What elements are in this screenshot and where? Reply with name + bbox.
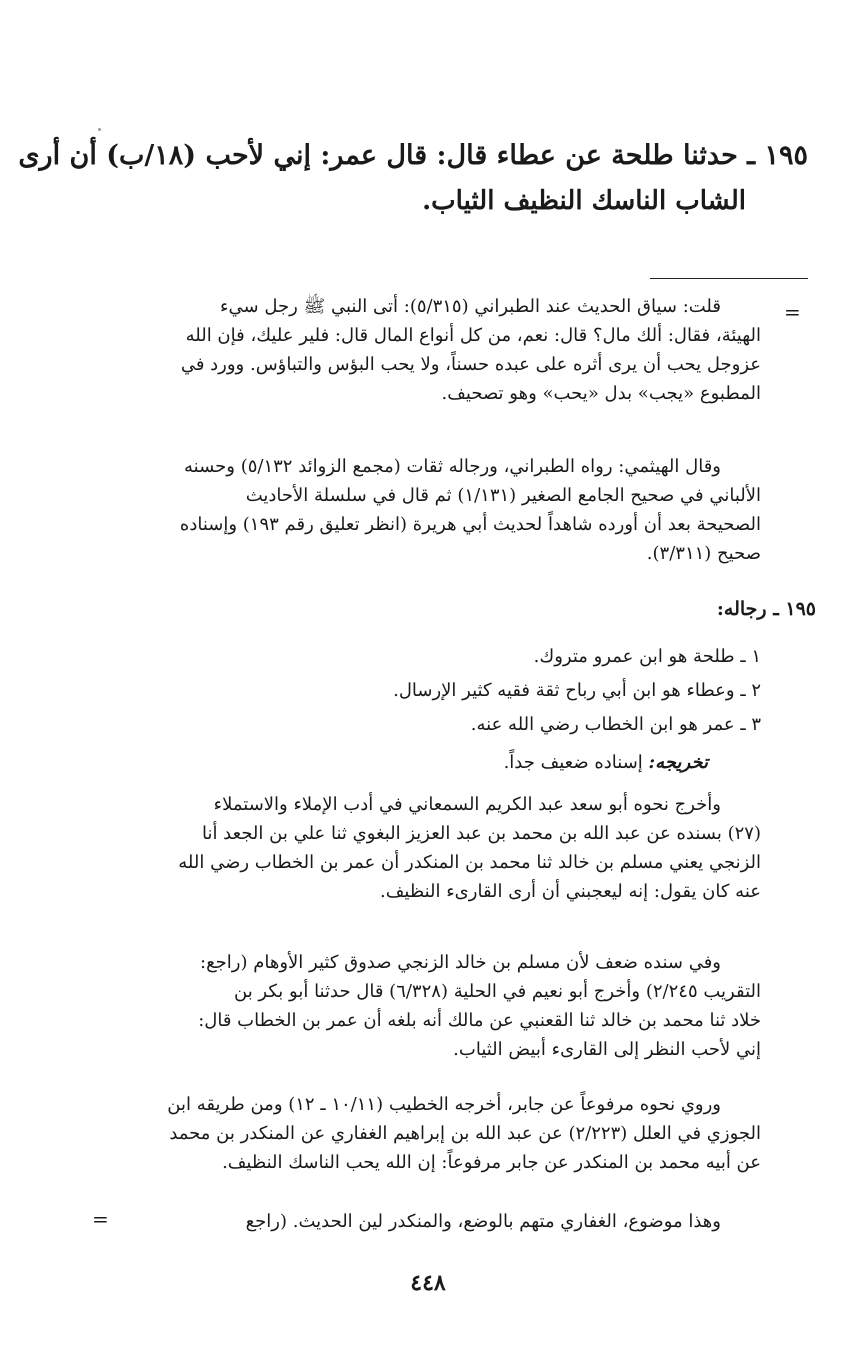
text-line: الجوزي في العلل (٢/٢٢٣) عن عبد الله بن إبراهيم الغفاري عن المنكدر بن محمد bbox=[169, 1123, 761, 1144]
hadith-text-line-1: ١٩٥ ـ حدثنا طلحة عن عطاء قال: قال عمر: إني لأحب (١٨/ب) أن أرى bbox=[18, 140, 808, 171]
footnote-paragraph-1 bbox=[81, 292, 761, 408]
text-line: التقريب ٢/٢٤٥) وأخرج أبو نعيم في الحلية (٦/٣٢٨) قال حدثنا أبو بكر بن bbox=[234, 981, 761, 1002]
text-line: عنه كان يقول: إنه ليعجبني أن أرى القارىء النظيف. bbox=[380, 881, 761, 902]
text-line: قلت: سياق الحديث عند الطبراني (٥/٣١٥): أتى النبي ﷺ رجل سيء bbox=[220, 296, 721, 317]
text-line: خلاد ثنا محمد بن خالد ثنا القعنبي عن مالك أنه بلغه أن عمر بن الخطاب قال: bbox=[198, 1010, 761, 1031]
list-item: ٢ ـ وعطاء هو ابن أبي رباح ثقة فقيه كثير الإرسال. bbox=[393, 680, 761, 701]
text-line: إني لأحب النظر إلى القارىء أبيض الثياب. bbox=[453, 1039, 761, 1060]
text-line: وأخرج نحوه أبو سعد عبد الكريم السمعاني في أدب الإملاء والاستملاء bbox=[213, 794, 721, 815]
end-continuation-mark: = bbox=[92, 1207, 109, 1231]
footnote-paragraph-6 bbox=[81, 1207, 761, 1236]
takhrij-line bbox=[504, 752, 708, 773]
text-line: وهذا موضوع، الغفاري متهم بالوضع، والمنكدر لين الحديث. (راجع bbox=[245, 1211, 721, 1232]
text-line: الهيئة، فقال: ألك مال؟ قال: نعم، من كل أنواع المال قال: فلير عليك، فإن الله bbox=[185, 325, 761, 346]
text-line: المطبوع «يجب» بدل «يحب» وهو تصحيف. bbox=[441, 383, 761, 404]
text-line: صحيح (٣/٣١١). bbox=[646, 543, 761, 564]
narrators-list bbox=[393, 640, 761, 742]
takhrij-text: إسناده ضعيف جداً. bbox=[503, 752, 643, 773]
text-line: عن أبيه محمد بن المنكدر عن جابر مرفوعاً: إن الله يحب الناسك النظيف. bbox=[222, 1152, 761, 1173]
takhrij-label: تخريجه: bbox=[648, 752, 708, 773]
speck bbox=[98, 128, 101, 131]
narrators-heading: ١٩٥ ـ رجاله: bbox=[716, 598, 816, 620]
page-number: ٤٤٨ bbox=[410, 1270, 446, 1296]
footnote-paragraph-3 bbox=[81, 790, 761, 906]
continuation-mark: = bbox=[784, 300, 801, 324]
text-line: (٢٧) بسنده عن عبد الله بن محمد بن عبد العزيز البغوي ثنا علي بن الجعد أنا bbox=[201, 823, 761, 844]
list-item: ٣ ـ عمر هو ابن الخطاب رضي الله عنه. bbox=[470, 714, 761, 735]
text-line: وروي نحوه مرفوعاً عن جابر، أخرجه الخطيب (١٠/١١ ـ ١٢) ومن طريقه ابن bbox=[167, 1094, 721, 1115]
hadith-text-line-2: الشاب الناسك النظيف الثياب. bbox=[422, 186, 746, 216]
text-line: وقال الهيثمي: رواه الطبراني، ورجاله ثقات (مجمع الزوائد ٥/١٣٢) وحسنه bbox=[184, 456, 721, 477]
footnote-paragraph-2 bbox=[81, 452, 761, 568]
text-line: عزوجل يحب أن يرى أثره على عبده حسناً، ولا يحب البؤس والتباؤس. وورد في bbox=[180, 354, 761, 375]
text-line: الألباني في صحيح الجامع الصغير (١/١٣١) ثم قال في سلسلة الأحاديث bbox=[245, 485, 761, 506]
footnote-paragraph-4 bbox=[81, 948, 761, 1064]
text-line: وفي سنده ضعف لأن مسلم بن خالد الزنجي صدوق كثير الأوهام (راجع: bbox=[200, 952, 721, 973]
list-item: ١ ـ طلحة هو ابن عمرو متروك. bbox=[533, 646, 761, 667]
text-line: الصحيحة بعد أن أورده شاهداً لحديث أبي هريرة (انظر تعليق رقم ١٩٣) وإسناده bbox=[179, 514, 761, 535]
footnote-paragraph-5 bbox=[81, 1090, 761, 1177]
footnote-divider bbox=[650, 278, 808, 279]
text-line: الزنجي يعني مسلم بن خالد ثنا محمد بن المنكدر أن عمر بن الخطاب رضي الله bbox=[178, 852, 761, 873]
